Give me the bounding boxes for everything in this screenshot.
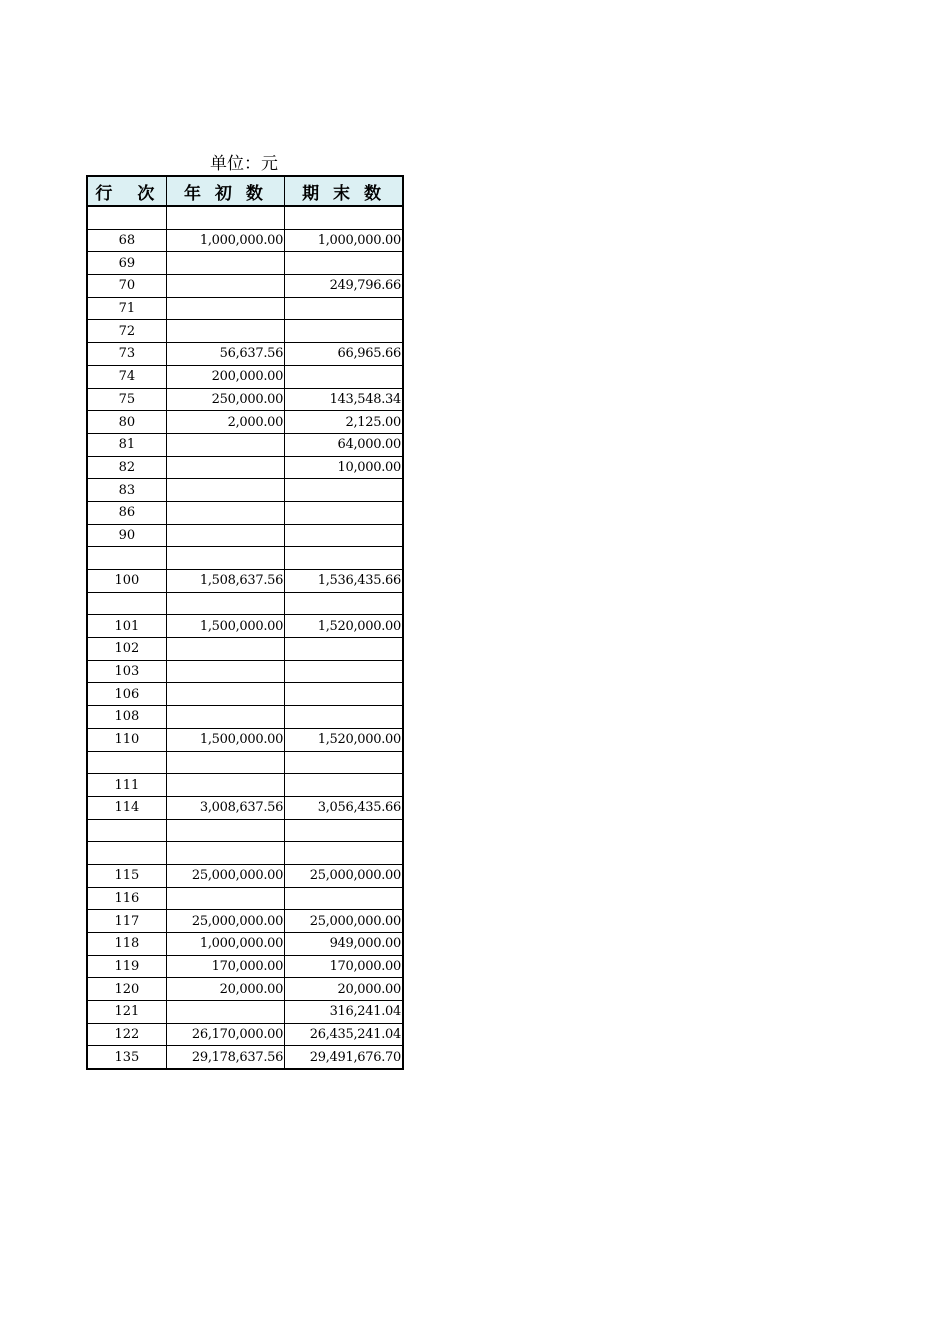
end-amount-cell: 1,000,000.00 [285, 229, 403, 252]
line-number-cell: 108 [87, 706, 166, 729]
table-row [87, 660, 403, 683]
line-number-cell: 102 [87, 638, 166, 661]
begin-amount-cell [166, 887, 284, 910]
end-amount-cell [285, 842, 403, 865]
table-row [87, 411, 403, 434]
table-row [87, 365, 403, 388]
table-row [87, 706, 403, 729]
end-amount-cell: 20,000.00 [285, 978, 403, 1001]
end-amount-cell: 1,520,000.00 [285, 728, 403, 751]
line-number-cell: 90 [87, 524, 166, 547]
table-row [87, 978, 403, 1001]
end-amount-cell: 170,000.00 [285, 955, 403, 978]
line-number-cell [87, 206, 166, 229]
line-number-cell: 70 [87, 275, 166, 298]
line-number-cell: 120 [87, 978, 166, 1001]
line-number-cell: 83 [87, 479, 166, 502]
table-row [87, 774, 403, 797]
begin-amount-cell: 29,178,637.56 [166, 1046, 284, 1069]
end-amount-cell: 1,536,435.66 [285, 570, 403, 593]
begin-amount-cell [166, 751, 284, 774]
begin-amount-cell: 1,508,637.56 [166, 570, 284, 593]
line-number-cell [87, 751, 166, 774]
begin-amount-cell: 26,170,000.00 [166, 1023, 284, 1046]
begin-amount-cell [166, 501, 284, 524]
begin-amount-cell [166, 479, 284, 502]
table-row [87, 728, 403, 751]
end-amount-cell: 66,965.66 [285, 343, 403, 366]
line-number-cell: 86 [87, 501, 166, 524]
begin-amount-cell [166, 206, 284, 229]
begin-amount-cell: 25,000,000.00 [166, 864, 284, 887]
table-row [87, 683, 403, 706]
begin-amount-cell: 2,000.00 [166, 411, 284, 434]
end-amount-cell: 26,435,241.04 [285, 1023, 403, 1046]
end-amount-cell [285, 479, 403, 502]
table-row [87, 206, 403, 229]
end-amount-cell [285, 524, 403, 547]
begin-amount-cell [166, 774, 284, 797]
table-row [87, 864, 403, 887]
end-amount-cell [285, 252, 403, 275]
header-begin-amount: 年 初 数 [166, 176, 284, 206]
begin-amount-cell [166, 683, 284, 706]
line-number-cell: 71 [87, 297, 166, 320]
line-number-cell [87, 547, 166, 570]
table-row [87, 252, 403, 275]
end-amount-cell [285, 683, 403, 706]
table-row [87, 933, 403, 956]
table-row [87, 1023, 403, 1046]
begin-amount-cell: 170,000.00 [166, 955, 284, 978]
line-number-cell: 80 [87, 411, 166, 434]
begin-amount-cell [166, 706, 284, 729]
line-number-cell: 100 [87, 570, 166, 593]
begin-amount-cell [166, 547, 284, 570]
end-amount-cell [285, 547, 403, 570]
line-number-cell: 115 [87, 864, 166, 887]
end-amount-cell: 25,000,000.00 [285, 910, 403, 933]
end-amount-cell: 29,491,676.70 [285, 1046, 403, 1069]
line-number-cell: 69 [87, 252, 166, 275]
line-number-cell [87, 592, 166, 615]
end-amount-cell: 3,056,435.66 [285, 796, 403, 819]
begin-amount-cell [166, 275, 284, 298]
table-row [87, 320, 403, 343]
table-row [87, 955, 403, 978]
table-row [87, 433, 403, 456]
begin-amount-cell: 20,000.00 [166, 978, 284, 1001]
end-amount-cell: 316,241.04 [285, 1001, 403, 1024]
line-number-cell [87, 819, 166, 842]
end-amount-cell: 25,000,000.00 [285, 864, 403, 887]
line-number-cell: 118 [87, 933, 166, 956]
end-amount-cell [285, 751, 403, 774]
end-amount-cell: 64,000.00 [285, 433, 403, 456]
table-row [87, 456, 403, 479]
begin-amount-cell: 3,008,637.56 [166, 796, 284, 819]
table-row [87, 229, 403, 252]
end-amount-cell: 1,520,000.00 [285, 615, 403, 638]
unit-label: 单位：元 [210, 154, 278, 174]
table-row [87, 1046, 403, 1069]
begin-amount-cell [166, 433, 284, 456]
table-row [87, 501, 403, 524]
line-number-cell: 75 [87, 388, 166, 411]
table-row [87, 592, 403, 615]
line-number-cell: 68 [87, 229, 166, 252]
table-row [87, 479, 403, 502]
table-row [87, 615, 403, 638]
line-number-cell: 74 [87, 365, 166, 388]
begin-amount-cell [166, 252, 284, 275]
line-number-cell: 82 [87, 456, 166, 479]
line-number-cell: 114 [87, 796, 166, 819]
table-row [87, 388, 403, 411]
begin-amount-cell: 200,000.00 [166, 365, 284, 388]
table-row [87, 842, 403, 865]
table-row [87, 751, 403, 774]
line-number-cell: 72 [87, 320, 166, 343]
table-row [87, 343, 403, 366]
line-number-cell: 111 [87, 774, 166, 797]
balance-table [86, 175, 404, 1070]
line-number-cell: 106 [87, 683, 166, 706]
table-row [87, 910, 403, 933]
begin-amount-cell: 250,000.00 [166, 388, 284, 411]
begin-amount-cell [166, 660, 284, 683]
begin-amount-cell [166, 320, 284, 343]
end-amount-cell [285, 592, 403, 615]
begin-amount-cell [166, 456, 284, 479]
begin-amount-cell [166, 638, 284, 661]
end-amount-cell [285, 365, 403, 388]
table-row [87, 796, 403, 819]
end-amount-cell [285, 320, 403, 343]
line-number-cell: 81 [87, 433, 166, 456]
end-amount-cell: 143,548.34 [285, 388, 403, 411]
line-number-cell: 117 [87, 910, 166, 933]
table-row [87, 570, 403, 593]
line-number-cell: 135 [87, 1046, 166, 1069]
end-amount-cell [285, 660, 403, 683]
begin-amount-cell [166, 297, 284, 320]
table-row [87, 1001, 403, 1024]
end-amount-cell [285, 887, 403, 910]
begin-amount-cell: 56,637.56 [166, 343, 284, 366]
line-number-cell: 116 [87, 887, 166, 910]
begin-amount-cell: 1,000,000.00 [166, 229, 284, 252]
begin-amount-cell: 25,000,000.00 [166, 910, 284, 933]
table-row [87, 547, 403, 570]
table-row [87, 275, 403, 298]
table-row [87, 887, 403, 910]
line-number-cell: 119 [87, 955, 166, 978]
table-row [87, 524, 403, 547]
table-row [87, 638, 403, 661]
end-amount-cell [285, 206, 403, 229]
header-row [87, 176, 403, 206]
line-number-cell: 101 [87, 615, 166, 638]
line-number-cell: 73 [87, 343, 166, 366]
end-amount-cell [285, 501, 403, 524]
begin-amount-cell [166, 592, 284, 615]
begin-amount-cell: 1,000,000.00 [166, 933, 284, 956]
end-amount-cell [285, 819, 403, 842]
begin-amount-cell [166, 819, 284, 842]
line-number-cell: 121 [87, 1001, 166, 1024]
end-amount-cell [285, 638, 403, 661]
line-number-cell: 103 [87, 660, 166, 683]
line-number-cell [87, 842, 166, 865]
header-end-amount: 期 末 数 [285, 176, 403, 206]
end-amount-cell [285, 774, 403, 797]
table-row [87, 297, 403, 320]
table-row [87, 819, 403, 842]
begin-amount-cell: 1,500,000.00 [166, 615, 284, 638]
line-number-cell: 122 [87, 1023, 166, 1046]
end-amount-cell [285, 706, 403, 729]
begin-amount-cell: 1,500,000.00 [166, 728, 284, 751]
begin-amount-cell [166, 842, 284, 865]
line-number-cell: 110 [87, 728, 166, 751]
end-amount-cell: 2,125.00 [285, 411, 403, 434]
begin-amount-cell [166, 524, 284, 547]
end-amount-cell: 10,000.00 [285, 456, 403, 479]
end-amount-cell [285, 297, 403, 320]
header-line-no: 行 次 [87, 176, 166, 206]
end-amount-cell: 249,796.66 [285, 275, 403, 298]
end-amount-cell: 949,000.00 [285, 933, 403, 956]
begin-amount-cell [166, 1001, 284, 1024]
